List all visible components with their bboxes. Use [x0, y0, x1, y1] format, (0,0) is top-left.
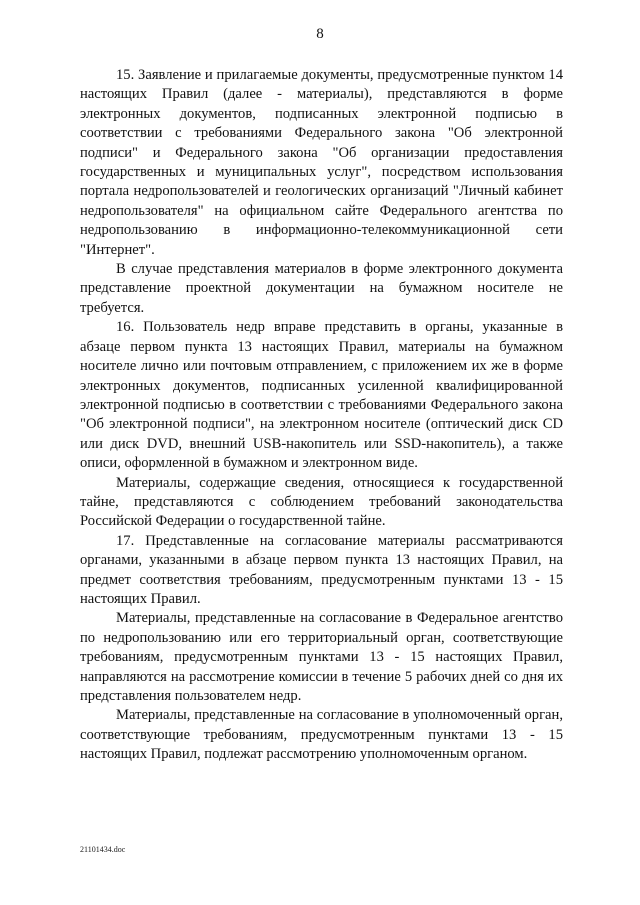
- paragraph-16: 16. Пользователь недр вправе представить в органы, указанные в абзаце первом пункта 13 настоящих Правил, материалы на бумажном носителе лично или почтовым отправлением, с приложением их же в форме электронных документов, подписанных усиленной квалифицированной электронной подписью в соответствии с требованиями Федерального закона "Об электронной подписи", на электронном носителе (оптический диск CD или диск DVD, внешний USB-накопитель или SSD-накопитель), а также описи, оформленной в бумажном и электронном виде.: [80, 319, 563, 472]
- document-body: [80, 66, 563, 765]
- paragraph-state-secret: Материалы, содержащие сведения, относящиеся к государственной тайне, представляются с соблюдением требований законодательства Российской Федерации о государственной тайне.: [80, 474, 563, 530]
- paragraph-electronic-submission: В случае представления материалов в форме электронного документа представление проектной документации на бумажном носителе не требуется.: [80, 261, 563, 316]
- paragraph-authorized-body: Материалы, представленные на согласование в уполномоченный орган, соответствующие требованиям, предусмотренным пунктами 13 - 15 настоящих Правил, подлежат рассмотрению уполномоченным органом.: [80, 707, 563, 763]
- paragraph-federal-agency: Материалы, представленные на согласование в Федеральное агентство по недропользованию или его территориальный орган, соответствующие требованиям, предусмотренным пунктами 13 - 15 настоящих Правил, направляются на рассмотрение комиссии в течение 5 рабочих дней со дня их представления пользователем недр.: [80, 610, 563, 704]
- document-filename: 21101434.doc: [80, 845, 126, 854]
- paragraph-15: 15. Заявление и прилагаемые документы, предусмотренные пунктом 14 настоящих Правил (далее - материалы), представляются в форме электронных документов, подписанных электронной подписью в соответствии с требованиями Федерального закона "Об электронной подписи" и Федерального закона "Об организации предоставления государственных и муниципальных услуг", посредством использования портала недропользователей и геологических организаций "Личный кабинет недропользователя" на официальном сайте Федерального агентства по недропользованию в информационно-телекоммуникационной сети "Интернет".: [80, 67, 563, 258]
- paragraph-17: 17. Представленные на согласование материалы рассматриваются органами, указанными в абзаце первом пункта 13 настоящих Правил, на предмет соответствия требованиям, предусмотренным пунктами 13 - 15 настоящих Правил.: [80, 532, 563, 607]
- page-number: 8: [316, 26, 324, 42]
